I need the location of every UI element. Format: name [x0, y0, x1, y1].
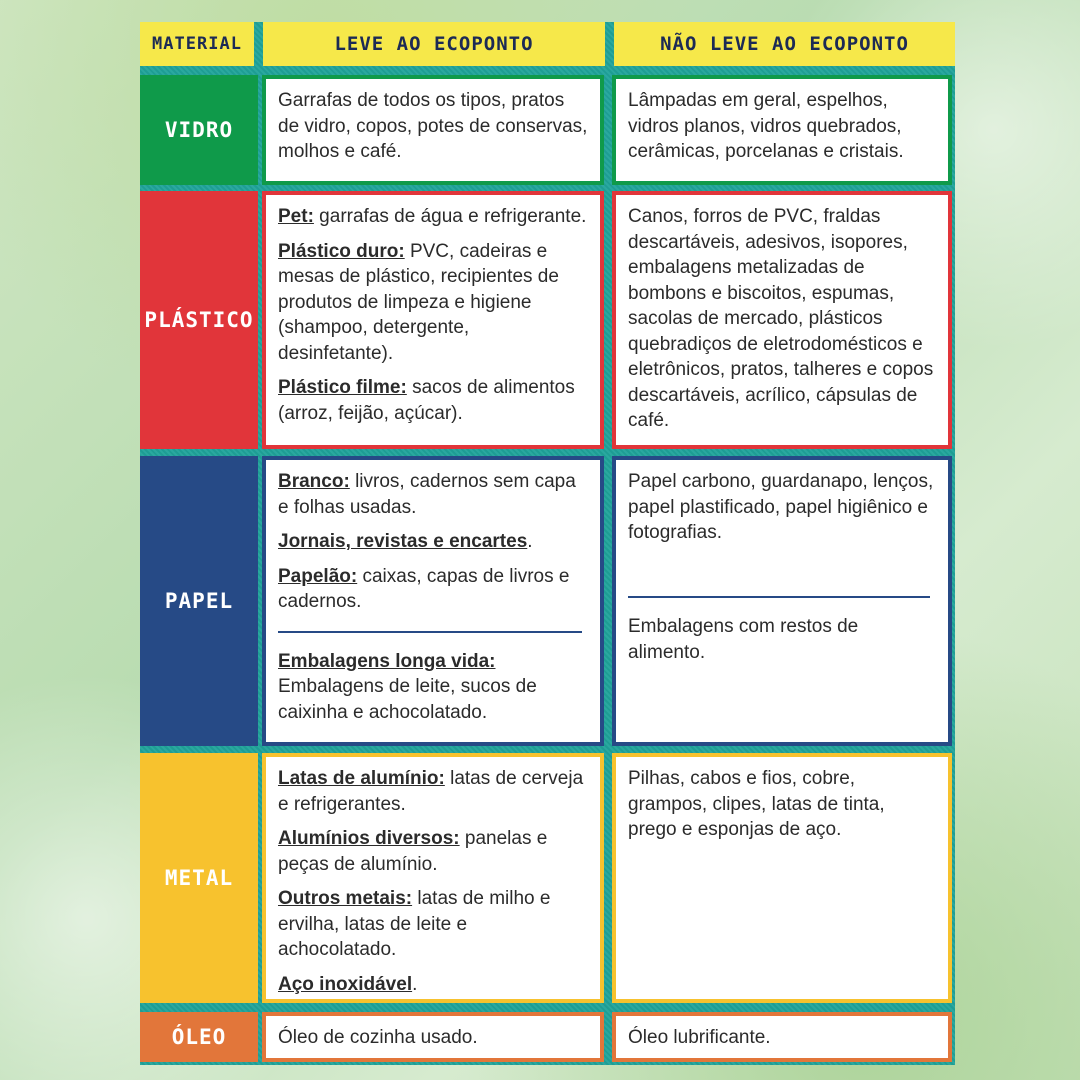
cell-oleo-nao-leve — [612, 1012, 952, 1062]
item-aluminios-diversos: Alumínios diversos: panelas e peças de alumínio. — [278, 828, 548, 875]
item-jornais: Jornais, revistas e encartes. — [278, 531, 533, 552]
item-pet: Pet: garrafas de água e refrigerante. — [278, 206, 587, 227]
text-vidro-nao-leve: Lâmpadas em geral, espelhos, vidros planos, vidros quebrados, cerâmicas, porcelanas e cristais. — [628, 90, 904, 162]
item-latas-aluminio: Latas de alumínio: latas de cerveja e refrigerantes. — [278, 768, 584, 815]
item-plastico-duro: Plástico duro: PVC, cadeiras e mesas de plástico, recipientes de produtos de limpeza e higiene (shampoo, detergente, desinfetante). — [278, 240, 559, 364]
cell-metal-nao-leve — [612, 753, 952, 1003]
item-longa-vida: Embalagens longa vida: Embalagens de leite, sucos de caixinha e achocolatado. — [278, 650, 537, 723]
text-vidro-leve: Garrafas de todos os tipos, pratos de vidro, copos, potes de conservas, molhos e café. — [278, 90, 588, 162]
text-plastico-nao-leve: Canos, forros de PVC, fraldas descartáveis, adesivos, isopores, embalagens metalizadas de bombons e biscoitos, espumas, sacolas de mercado, plásticos quebradiços de eletrodomésticos e eletrônicos, pratos, talheres e copos descartáveis, acrílico, cápsulas de café. — [628, 206, 934, 431]
cell-plastico-nao-leve — [612, 191, 952, 449]
material-oleo: ÓLEO — [140, 1012, 258, 1062]
header-material: MATERIAL — [140, 22, 254, 66]
cell-vidro-nao-leve — [612, 75, 952, 185]
recycling-guide-board — [140, 22, 955, 1065]
item-branco: Branco: livros, cadernos sem capa e folhas usadas. — [278, 471, 576, 518]
text-metal-nao-leve: Pilhas, cabos e fios, cobre, grampos, clipes, latas de tinta, prego e esponjas de aço. — [628, 768, 885, 840]
item-aco-inox: Aço inoxidável. — [278, 973, 418, 995]
text-papel-nao-leve-longa: Embalagens com restos de alimento. — [628, 616, 859, 663]
material-vidro: VIDRO — [140, 75, 258, 185]
text-oleo-leve: Óleo de cozinha usado. — [278, 1027, 478, 1048]
text-oleo-nao-leve: Óleo lubrificante. — [628, 1027, 771, 1048]
text-papel-nao-leve: Papel carbono, guardanapo, lenços, papel plastificado, papel higiênico e fotografias. — [628, 471, 934, 543]
cell-papel-leve — [262, 456, 604, 746]
item-outros-metais: Outros metais: latas de milho e ervilha, latas de leite e achocolatado. — [278, 888, 551, 960]
cell-vidro-leve — [262, 75, 604, 185]
cell-plastico-leve — [262, 191, 604, 449]
cell-metal-leve — [262, 753, 604, 1003]
divider — [278, 631, 582, 633]
header-leve: LEVE AO ECOPONTO — [263, 22, 605, 66]
cell-oleo-leve — [262, 1012, 604, 1062]
header-nao-leve: NÃO LEVE AO ECOPONTO — [614, 22, 955, 66]
divider — [628, 596, 930, 598]
item-papelao: Papelão: caixas, capas de livros e cadernos. — [278, 565, 570, 612]
cell-papel-nao-leve — [612, 456, 952, 746]
material-metal: METAL — [140, 753, 258, 1003]
material-plastico: PLÁSTICO — [140, 191, 258, 449]
item-plastico-filme: Plástico filme: sacos de alimentos (arroz, feijão, açúcar). — [278, 377, 575, 424]
material-papel: PAPEL — [140, 456, 258, 746]
